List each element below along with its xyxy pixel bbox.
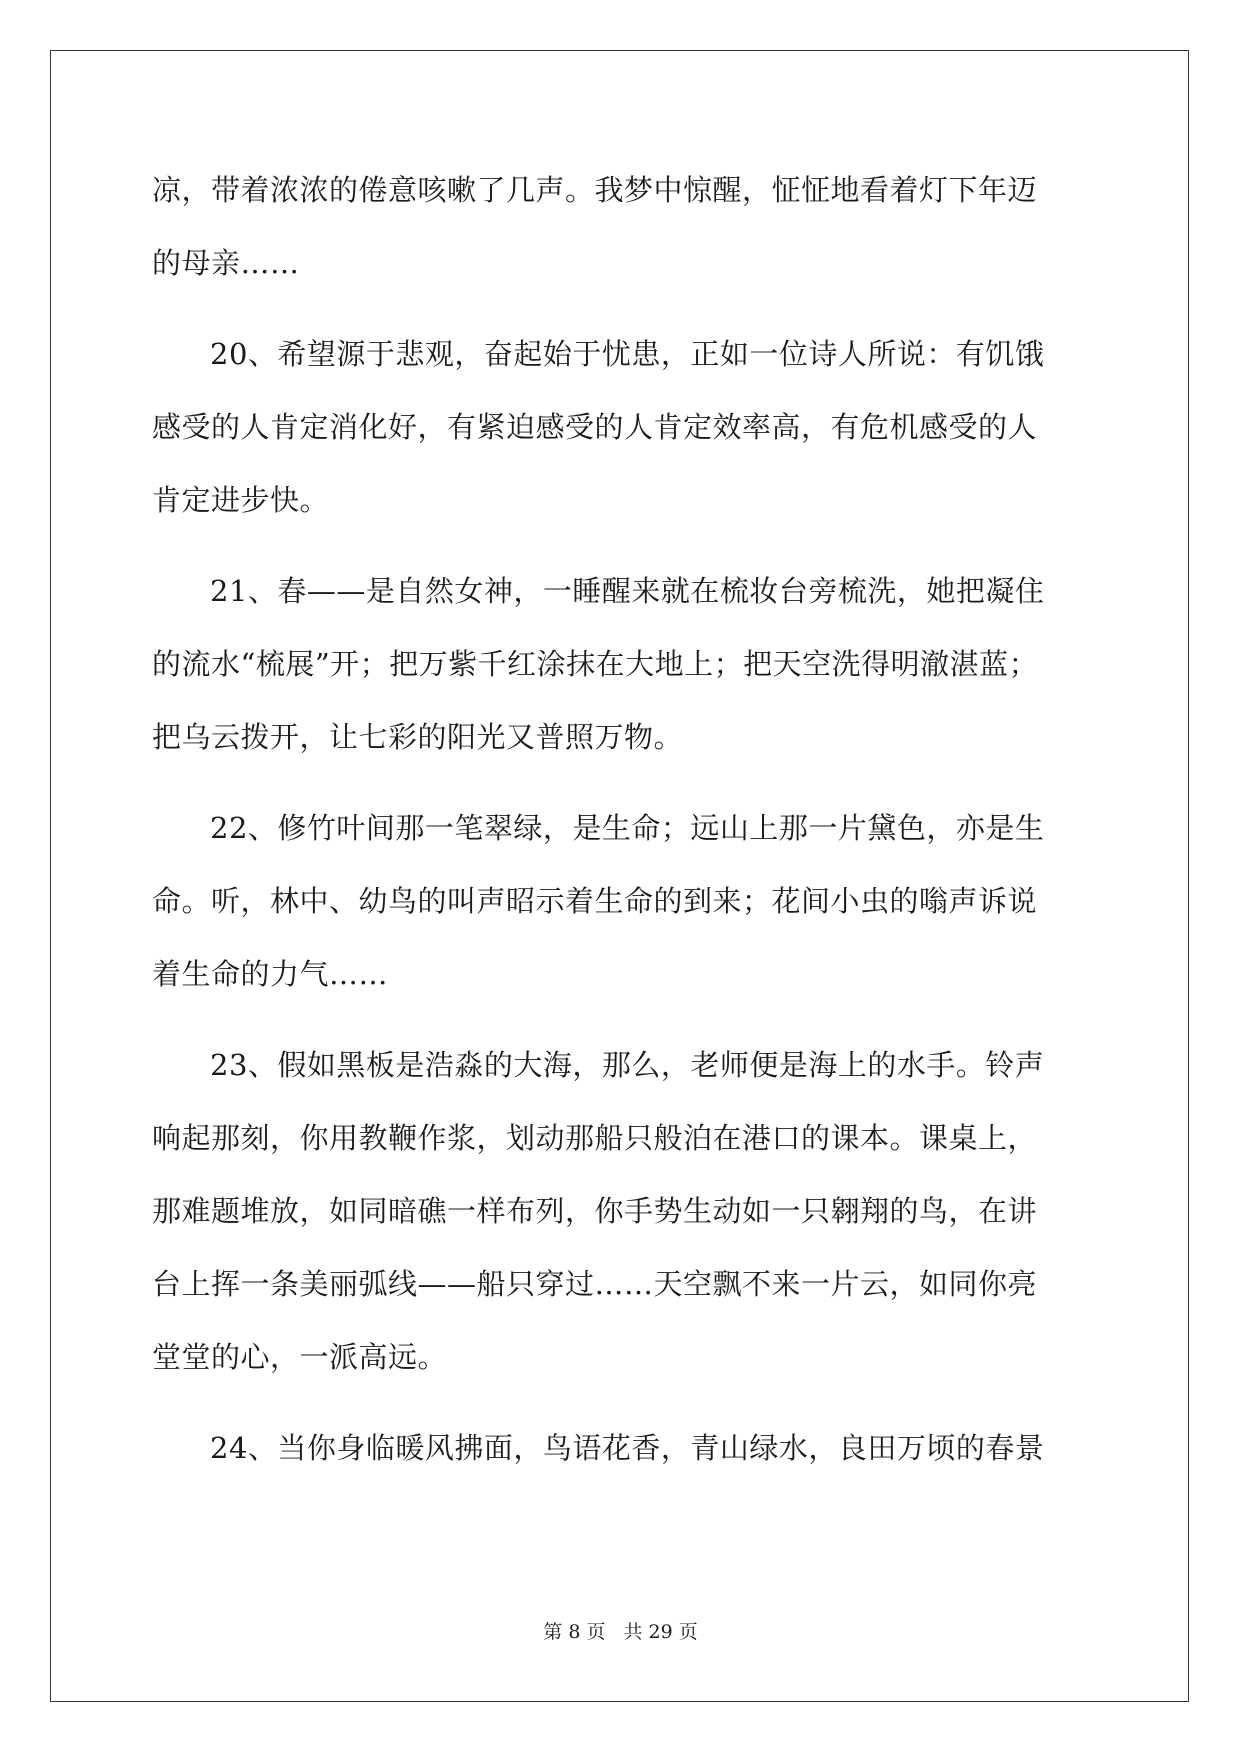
- text-line-14: 那难题堆放，如同暗礁一样布列，你手势生动如一只翱翔的鸟，在讲: [152, 1194, 1038, 1228]
- text-line-8: 把乌云拨开，让七彩的阳光又普照万物。: [152, 720, 684, 754]
- text-line-12: 23、假如黑板是浩淼的大海，那么，老师便是海上的水手。铃声: [210, 1048, 1045, 1082]
- text-line-11: 着生命的力气……: [152, 957, 389, 991]
- text-line-9: 22、修竹叶间那一笔翠绿，是生命；远山上那一片黛色，亦是生: [210, 811, 1045, 845]
- text-line-5: 肯定进步快。: [152, 483, 330, 517]
- page-total: 共 29 页: [623, 1621, 698, 1643]
- page-footer: [0, 1620, 1241, 1644]
- text-line-4: 感受的人肯定消化好，有紧迫感受的人肯定效率高，有危机感受的人: [152, 410, 1038, 444]
- page-number: 第 8 页: [543, 1621, 606, 1643]
- text-line-17: 24、当你身临暖风拂面，鸟语花香，青山绿水，良田万顷的春景: [210, 1431, 1045, 1465]
- text-line-15: 台上挥一条美丽弧线——船只穿过……天空飘不来一片云，如同你亮: [152, 1267, 1038, 1301]
- text-line-2: 的母亲……: [152, 246, 300, 280]
- text-line-3: 20、希望源于悲观，奋起始于忧患，正如一位诗人所说：有饥饿: [210, 337, 1045, 371]
- text-line-6: 21、春——是自然女神，一睡醒来就在梳妆台旁梳洗，她把凝住: [210, 574, 1045, 608]
- text-line-16: 堂堂的心，一派高远。: [152, 1340, 448, 1374]
- text-line-10: 命。听，林中、幼鸟的叫声昭示着生命的到来；花间小虫的嗡声诉说: [152, 884, 1038, 918]
- text-line-13: 响起那刻，你用教鞭作浆，划动那船只般泊在港口的课本。课桌上，: [152, 1121, 1038, 1155]
- text-line-7: 的流水“梳展”开；把万紫千红涂抹在大地上；把天空洗得明澈湛蓝；: [152, 647, 1039, 681]
- text-line-1: 凉，带着浓浓的倦意咳嗽了几声。我梦中惊醒，怔怔地看着灯下年迈: [152, 173, 1038, 207]
